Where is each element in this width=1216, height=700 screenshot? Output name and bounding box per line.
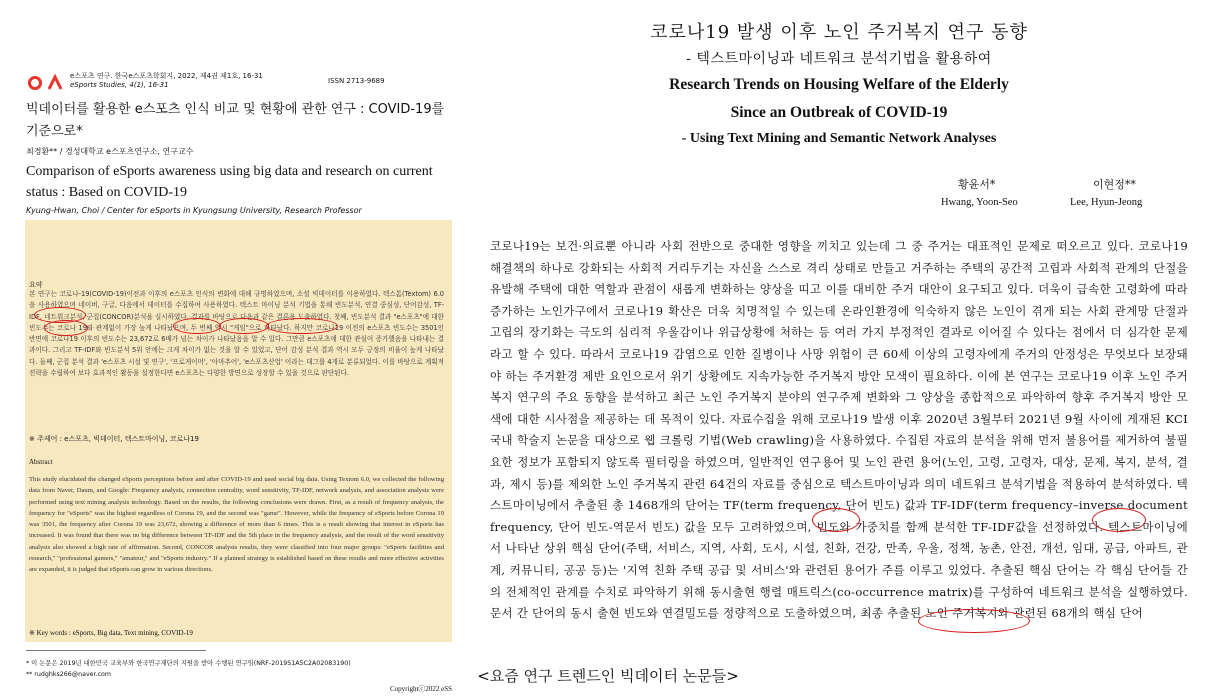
annotation-circle bbox=[812, 508, 860, 532]
abstract-en-text: This study elucidated the changed eSports perceptions before and after COVID-19 and used social big data. Using Textom 6.0, we collected the following data from Naver, Daum, and Google: Frequency analysis, connection centrality, word sensitivity, TF-IDF, network analysis, and association analysis were performed using text mining analysis technology. Based on the results, the following conclusions were drawn. First, as a result of frequency analysis, the frequency for "eSports" was the highest regardless of Corona 19, and the second was "game". However, while the frequency of eSports before Corona 19 was 3501, the frequency after Corona 19 was 23,672, showing a difference of more than 6 times. This is a result showing that interest in eSports has increased. It was found that there was no big difference between TF-IDF and the 5th place in the frequency analysis, and the result of the word sensitivity analysis also showed a high rate of affirmation. Second, CONCOR analysis results, they were classified into four major groups: "eSports facilities and research," "professional gamers," "amateur," and "eSports industry." If a planned strategy is established based on these results and more effective activities are expanded, it is judged that eSports can grow in various directions. bbox=[29, 476, 444, 574]
abstract-body-kr: 코로나19는 보건·의료뿐 아니라 사회 전반으로 중대한 영향을 끼치고 있는데 그 중 주거는 대표적인 문제로 떠오르고 있다. 코로나19 해결책의 하나로 강화되는 사회적 거리두기는 자신을 스스로 격리 상태로 만들고 거주하는 주택의 공간적 고립과 사회적 관계의 단절을 유발해 주택에 대한 역할과 관점이 새롭게 변화하는 양상을 띠고 이를 대비한 주거 대안이 요구되고 있다. 더욱이 급속한 고령화에 따라 증가하는 노인가구에서 코로나19 확산은 더욱 치명적일 수 있는데 온라인환경에 익숙하지 않은 노인이 겪게 되는 사회 관계망 단절과 고립의 장기화는 극도의 심리적 우울감이나 위급상황에 처하는 등 여러 가지 부정적인 결과로 이어질 수 있다는 점에서 더 심각한 문제라고 할 수 있다. 따라서 코로나19 감염으로 인한 질병이나 사망 위험이 큰 60세 이상의 고령자에게 주거의 안정성은 무엇보다 보장돼야 하는 주거환경 제반 요인으로서 위기 상황에도 지속가능한 주거복지 방안 모색이 필요하다. 이에 본 연구는 코로나19 이후 노인 주거복지 연구의 주요 동향을 분석하고 최근 노인 주거복지 분야의 연구주제 변화와 그 양상을 종합적으로 파악하여 향후 주거복지 방안 모색에 대한 시사점을 제공하는 데 목적이 있다. 자료수집을 위해 코로나19 발생 이후 2020년 3월부터 2021년 9월 사이에 게재된 KCI 국내 학술지 논문을 대상으로 웹 크롤링 기법(Web crawling)을 사용하였다. 수집된 자료의 분석을 위해 먼저 불용어를 제거하여 불필요한 정보가 포함되지 않도록 필터링을 하였으며, 일반적인 연구용어 및 노인 관련 용어(노인, 고령, 고령자, 대상, 문제, 복지, 분석, 결과, 제시 등)를 제외한 노인 주거복지 관련 64건의 자료를 중심으로 텍스트마이닝과 의미 네트워크 분석기법을 적용하여 분석하였다. 텍스트마이닝에서 추출된 총 1468개의 단어는 TF(term frequency, 단어 빈도) 값과 TF-IDF(term frequency–inverse document frequency, 단어 빈도-역문서 빈도) 값을 모두 고려하였으며, 빈도와 가중치를 함께 분석한 TF-IDF값을 선정하였다. 텍스트마이닝에서 나타난 상위 핵심 단어(주택, 서비스, 지역, 사회, 도시, 시설, 친화, 건강, 만족, 우울, 정책, 농촌, 안전, 개선, 임대, 공급, 아파트, 관계, 커뮤니티, 공공 등)는 '지역 친화 주택 공급 및 서비스'와 관련된 용어가 주를 이루고 있었다. 추출된 핵심 단어는 각 핵심 단어들 간의 전체적인 관계를 수치로 파악하기 위해 동시출현 행렬 매트릭스(co-occurrence matrix)를 구성하여 네트워크 분석을 실행하였다. 문서 간 단어의 동시 출현 빈도와 연결밀도를 정량적으로 도출하였으며, 최종 추출된 노인 주거복지와 관련된 68개의 핵심 단어 bbox=[490, 239, 1188, 621]
annotation-circle bbox=[44, 320, 88, 336]
journal-header bbox=[22, 63, 454, 93]
footnote-email: ** rudghks266@naver.com bbox=[26, 671, 112, 678]
footnote-funding: * 이 논문은 2019년 대한민국 교육부와 한국연구재단의 지원을 받아 수행된 연구임(NRF-2019S1A5C2A02083190) bbox=[26, 660, 351, 667]
paper-subtitle-en: - Using Text Mining and Semantic Network Analyses bbox=[681, 131, 997, 146]
keywords-kr: ※ 주제어 : e스포츠, 빅데이터, 텍스트마이닝, 코로나19 bbox=[29, 435, 199, 443]
left-paper-page bbox=[22, 55, 454, 693]
issn: ISSN 2713-9689 bbox=[328, 77, 385, 85]
paper-title-en-line1: Research Trends on Housing Welfare of the Elderly bbox=[669, 76, 1009, 93]
copyright: Copyrightⓒ2022 eSS bbox=[390, 685, 453, 693]
author2-en: Lee, Hyun-Jeong bbox=[1070, 197, 1143, 208]
image-caption: <요즘 연구 트렌드인 빅데이터 논문들> bbox=[477, 667, 739, 685]
right-paper-page bbox=[484, 0, 1194, 680]
author-en: Kyung-Hwan, Choi / Center for eSports in Kyungsung University, Research Professor bbox=[26, 206, 362, 215]
author1-en: Hwang, Yoon-Seo bbox=[941, 197, 1018, 208]
footnote-divider bbox=[26, 650, 206, 651]
annotation-circle bbox=[219, 318, 269, 334]
annotation-circle bbox=[266, 318, 338, 334]
paper-title-kr: 빅데이터를 활용한 e스포츠 인식 비교 및 현황에 관한 연구 : COVID-19를 기준으로* bbox=[26, 102, 445, 139]
journal-logo-icon bbox=[28, 73, 66, 93]
paper-title-kr: 코로나19 발생 이후 노인 주거복지 연구 동향 bbox=[650, 22, 1028, 43]
abstract-en-label: Abstract bbox=[29, 458, 53, 466]
annotation-circle bbox=[1092, 508, 1146, 532]
paper-subtitle-kr: - 텍스트마이닝과 네트워크 분석기법을 활용하여 bbox=[686, 51, 992, 67]
abstract-kr-text: 본 연구는 코로나-19(COVID-19)이전과 이후의 e스포츠 인식의 변화에 대해 규명하였으며, 소셜 빅데이터를 이용하였다. 텍스톰(Textom) 6.0을 사용하였으며 네이버, 구글, 다음에서 데이터를 수집하여 사용하였다. 텍스트 마이닝 분석 기법을 통해 빈도분석, 연결 중심성, 단어감성, TF-IDF, 네트워크분석, 군집(CONCOR)분석을 실시하였다. 결과를 바탕으로 다음과 같은 결론을 도출하였다. 첫째, 빈도분석 결과 "e스포츠"에 대한 빈도수는 코로나 19와 관계없이 가장 높게 나타났으며, 두 번째 역시 "게임"으로 나타났다. 하지만 코로나19 이전의 e스포츠 빈도수는 3501인 반면에 코로나19 이후의 빈도수는 23,672로 6배가 넘는 차이가 나타났음을 알 수 있다. 그만큼 e스포츠에 대한 관심이 증가했음을 나타내는 결과이다. 그리고 TF-IDF와 빈도분석 5위 안에는 크게 차이가 없는 것을 알 수 있었고, 단어 감성 분석 결과 역시 모두 긍정의 비율이 높게 나타났다. 둘째, 군집 분석 결과 'e스포츠 시설 및 연구', '프로게이머', '아마추어', 'e스포츠산업' 이라는 대그룹 4개로 분류되었다. 이를 바탕으로 계획적 전략을 수립하여 보다 효과적인 활동을 설정한다면 e스포츠는 다양한 방면으로 성장할 수 있을 것으로 판단된다. bbox=[29, 290, 444, 378]
abstract-box bbox=[25, 220, 452, 642]
annotation-circle bbox=[918, 609, 1030, 633]
paper-title-en: Comparison of eSports awareness using big data and research on current status : Based on COVID-19 bbox=[26, 164, 433, 200]
keywords-en: ※ Key words : eSports, Big data, Text mining, COVID-19 bbox=[29, 629, 193, 637]
author1-kr: 황윤서* bbox=[958, 178, 996, 191]
abstract-kr-label: 요약 bbox=[29, 281, 43, 289]
journal-name-kr: e스포츠 연구. 한국e스포츠학회지, 2022, 제4권 제1호, 16-31 bbox=[70, 72, 263, 80]
paper-title-en-line2: Since an Outbreak of COVID-19 bbox=[730, 104, 948, 121]
author-kr: 최경환** / 경성대학교 e스포츠연구소, 연구교수 bbox=[26, 147, 194, 156]
annotation-circle bbox=[173, 318, 221, 334]
author2-kr: 이현정** bbox=[1093, 178, 1136, 191]
journal-name-en: eSports Studies, 4(1), 16-31 bbox=[70, 81, 169, 89]
